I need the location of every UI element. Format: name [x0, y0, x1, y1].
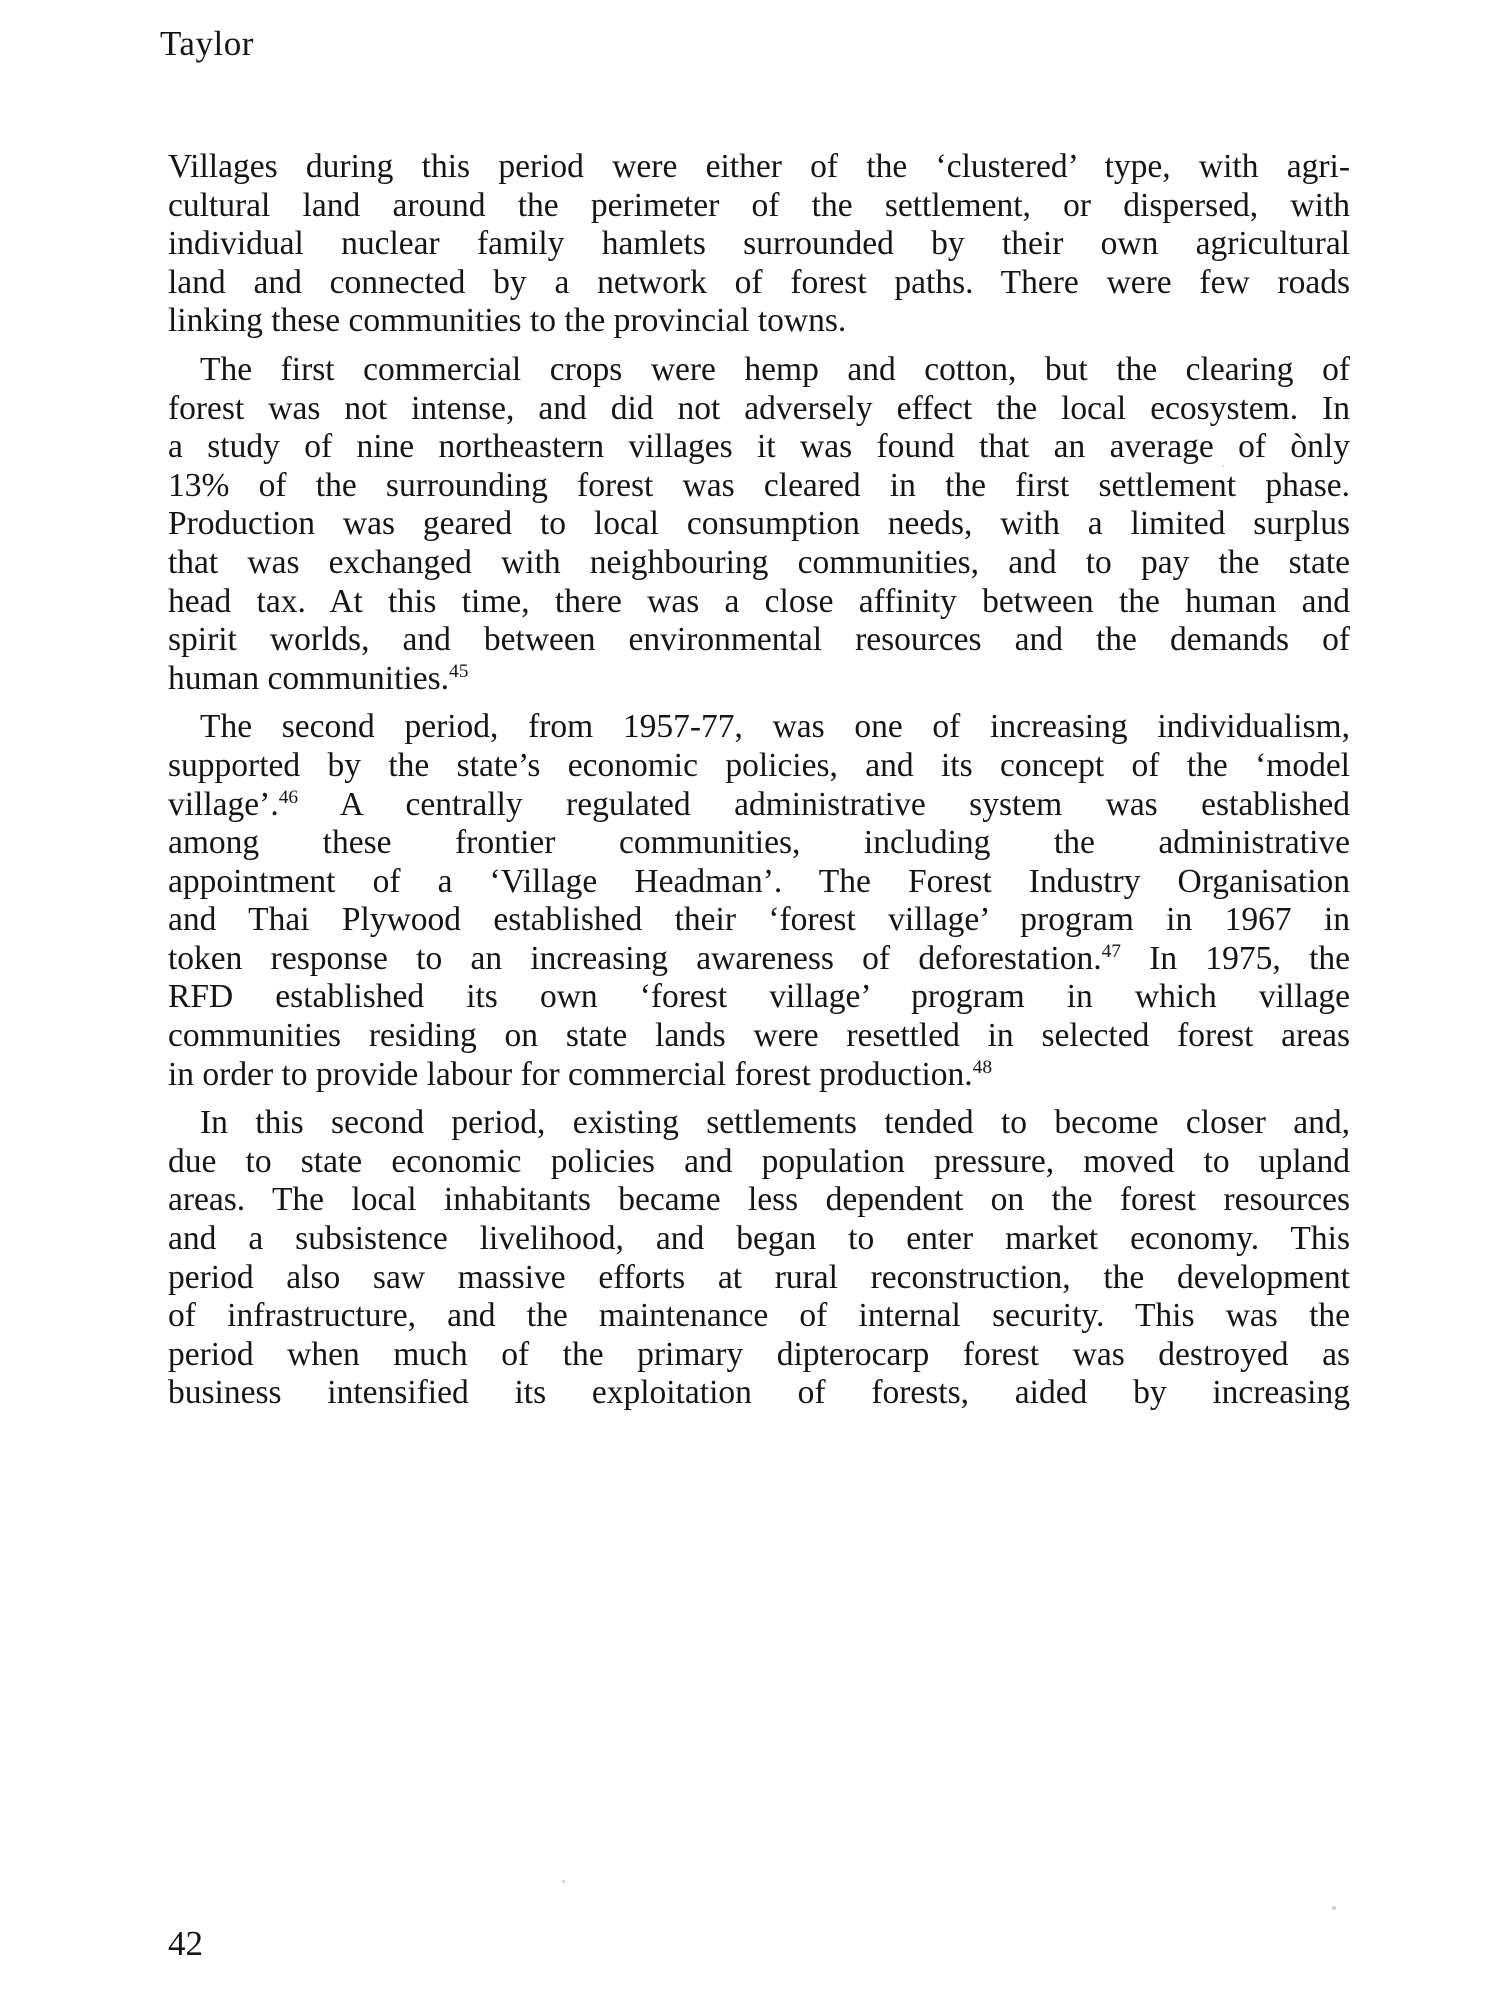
- text-line: among these frontier communities, including the administrative: [168, 824, 1350, 862]
- page-number: 42: [168, 1924, 203, 1963]
- text-line: Production was geared to local consumption needs, with a limited surplus: [168, 505, 1350, 543]
- text-fragment: token response to an increasing awareness of deforestation.: [168, 939, 1102, 977]
- text-line: communities residing on state lands were resettled in selected forest areas: [168, 1017, 1350, 1055]
- paragraph-2: [168, 351, 1350, 698]
- text-fragment: in order to provide labour for commercial forest production.: [168, 1055, 973, 1093]
- text-line: [168, 940, 1350, 979]
- text-line: areas. The local inhabitants became less dependent on the forest resources: [168, 1181, 1350, 1219]
- text-line: spirit worlds, and between environmental resources and the demands of: [168, 621, 1350, 659]
- text-line: that was exchanged with neighbouring communities, and to pay the state: [168, 543, 1350, 581]
- text-line: period also saw massive efforts at rural reconstruction, the development: [168, 1258, 1350, 1296]
- text-fragment: A centrally regulated administrative system was established: [298, 785, 1350, 823]
- text-line: period when much of the primary dipterocarp forest was destroyed as: [168, 1335, 1350, 1373]
- scan-speck: [1332, 1906, 1336, 1910]
- text-line: The first commercial crops were hemp and cotton, but the clearing of: [200, 350, 1350, 388]
- text-line: land and connected by a network of forest paths. There were few roads: [168, 263, 1350, 301]
- footnote-ref-46[interactable]: 46: [278, 786, 299, 808]
- text-line: supported by the state’s economic policies, and its concept of the ‘model: [168, 746, 1350, 784]
- text-line: due to state economic policies and population pressure, moved to upland: [168, 1142, 1350, 1180]
- scan-speck: [1222, 465, 1224, 467]
- text-line: of infrastructure, and the maintenance of internal security. This was the: [168, 1297, 1350, 1335]
- text-line: [168, 660, 1350, 699]
- body-text: [168, 148, 1350, 1423]
- text-line: individual nuclear family hamlets surrounded by their own agricultural: [168, 225, 1350, 263]
- scan-speck: [562, 1880, 565, 1883]
- text-line: RFD established its own ‘forest village’ program in which village: [168, 978, 1350, 1016]
- text-line: cultural land around the perimeter of the settlement, or dispersed, with: [168, 186, 1350, 224]
- text-fragment: village’.: [168, 785, 279, 823]
- text-fragment: human communities.: [168, 659, 449, 697]
- text-line: 13% of the surrounding forest was cleared in the first settlement phase.: [168, 466, 1350, 504]
- text-line: [168, 786, 1350, 825]
- text-fragment: In 1975, the: [1121, 939, 1350, 977]
- footnote-ref-48[interactable]: 48: [972, 1056, 993, 1078]
- text-line: head tax. At this time, there was a close affinity between the human and: [168, 582, 1350, 620]
- footnote-ref-47[interactable]: 47: [1101, 940, 1122, 962]
- text-line: Villages during this period were either of the ‘clustered’ type, with agri-: [168, 148, 1350, 185]
- paragraph-1: [168, 148, 1350, 341]
- text-line: a study of nine northeastern villages it was found that an average of ònly: [168, 428, 1350, 466]
- text-line: and a subsistence livelihood, and began to enter market economy. This: [168, 1220, 1350, 1258]
- footnote-ref-45[interactable]: 45: [449, 660, 469, 682]
- text-line: In this second period, existing settlements tended to become closer and,: [200, 1104, 1350, 1142]
- text-line: The second period, from 1957-77, was one of increasing individualism,: [200, 708, 1350, 746]
- running-head-author: Taylor: [160, 24, 254, 63]
- text-line: appointment of a ‘Village Headman’. The Forest Industry Organisation: [168, 862, 1350, 900]
- text-line: and Thai Plywood established their ‘forest village’ program in 1967 in: [168, 901, 1350, 939]
- text-line: forest was not intense, and did not adversely effect the local ecosystem. In: [168, 389, 1350, 427]
- text-line: [168, 1056, 1350, 1095]
- text-line: business intensified its exploitation of forests, aided by increasing: [168, 1374, 1350, 1412]
- paragraph-3: [168, 708, 1350, 1094]
- text-line: linking these communities to the provincial towns.: [168, 302, 847, 340]
- paragraph-4: [168, 1104, 1350, 1413]
